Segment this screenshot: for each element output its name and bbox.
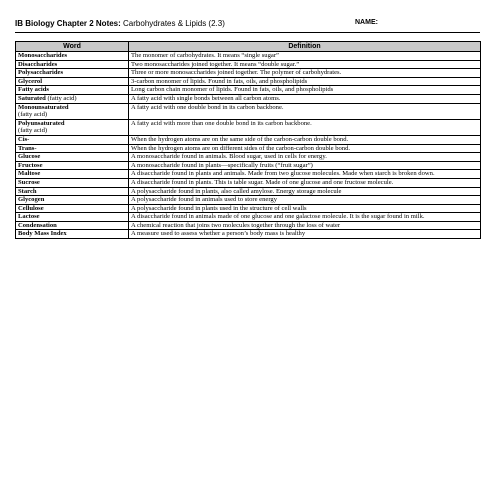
- name-label: NAME:: [355, 19, 378, 26]
- table-row: [16, 144, 481, 153]
- table-row: [16, 86, 481, 95]
- term-text: Polyunsaturated: [18, 119, 65, 127]
- definition-cell: The monomer of carbohydrates. It means “single sugar”: [129, 52, 481, 61]
- term-cell: [16, 221, 129, 230]
- table-row: [16, 103, 481, 119]
- term-cell: [16, 135, 129, 144]
- table-header-row: [16, 42, 481, 52]
- definition-cell: A chemical reaction that joins two molecules together through the loss of water: [129, 221, 481, 230]
- term-cell: [16, 204, 129, 213]
- term-cell: [16, 103, 129, 119]
- worksheet-header: [15, 19, 480, 30]
- term-cell: [16, 178, 129, 187]
- vocabulary-table: [15, 41, 481, 239]
- column-header-word: Word: [16, 42, 129, 52]
- definition-cell: Three or more monosaccharides joined together. The polymer of carbohydrates.: [129, 69, 481, 78]
- table-row: [16, 230, 481, 239]
- term-cell: [16, 187, 129, 196]
- term-cell: [16, 213, 129, 222]
- term-text: Fatty acids: [18, 86, 49, 94]
- header-title-subject: Carbohydrates & Lipids (2.3): [123, 19, 225, 28]
- term-text: Saturated: [18, 94, 46, 102]
- term-cell: [16, 52, 129, 61]
- definition-cell: A disaccharide found in plants and animals. Made from two glucose molecules. Made when starch is broken down.: [129, 170, 481, 179]
- definition-cell: A polysaccharide found in plants used in the structure of cell walls: [129, 204, 481, 213]
- term-text: Glycerol: [18, 77, 43, 85]
- term-cell: [16, 77, 129, 86]
- header-title-bold: IB Biology Chapter 2 Notes:: [15, 19, 121, 28]
- term-text: Monounsaturated: [18, 103, 69, 111]
- term-note: (fatty acid): [18, 127, 48, 135]
- term-text: Starch: [18, 187, 37, 195]
- table-row: [16, 119, 481, 135]
- table-row: [16, 77, 481, 86]
- table-row: [16, 204, 481, 213]
- definition-cell: A fatty acid with one double bond in its carbon backbone.: [129, 103, 481, 119]
- term-cell: [16, 230, 129, 239]
- definition-cell: A monosaccharide found in plants—specifically fruits (“fruit sugar”): [129, 161, 481, 170]
- term-text: Fructose: [18, 161, 43, 169]
- term-text: Glucose: [18, 153, 41, 161]
- term-text: Condensation: [18, 221, 57, 229]
- table-row: [16, 187, 481, 196]
- term-cell: [16, 69, 129, 78]
- definition-cell: When the hydrogen atoms are on the same side of the carbon-carbon double bond.: [129, 135, 481, 144]
- term-text: Polysaccharides: [18, 69, 64, 77]
- table-row: [16, 153, 481, 162]
- term-cell: [16, 153, 129, 162]
- term-text: Sucrose: [18, 178, 40, 186]
- table-row: [16, 60, 481, 69]
- term-cell: [16, 94, 129, 103]
- table-row: [16, 161, 481, 170]
- definition-cell: A measure used to assess whether a person’s body mass is healthy: [129, 230, 481, 239]
- term-cell: [16, 119, 129, 135]
- term-cell: [16, 161, 129, 170]
- column-header-definition: Definition: [129, 42, 481, 52]
- table-row: [16, 178, 481, 187]
- definition-cell: Two monosaccharides joined together. It means “double sugar.”: [129, 60, 481, 69]
- term-note: (fatty acid): [18, 111, 48, 119]
- term-text: Cellulose: [18, 204, 44, 212]
- definition-cell: A fatty acid with single bonds between all carbon atoms.: [129, 94, 481, 103]
- term-text: Glycogen: [18, 196, 45, 204]
- term-text: Body Mass Index: [18, 230, 67, 238]
- definition-cell: A monosaccharide found in animals. Blood sugar, used in cells for energy.: [129, 153, 481, 162]
- definition-cell: A polysaccharide found in animals used to store energy: [129, 196, 481, 205]
- term-text: Cis-: [18, 135, 30, 143]
- header-divider: [15, 32, 480, 33]
- term-text: Monosaccharides: [18, 52, 68, 59]
- term-text: Maltose: [18, 170, 41, 178]
- definition-cell: A disaccharide found in animals made of one glucose and one galactose molecule. It is the sugar found in milk.: [129, 213, 481, 222]
- table-row: [16, 213, 481, 222]
- term-text: Lactose: [18, 213, 40, 221]
- definition-cell: When the hydrogen atoms are on different sides of the carbon-carbon double bond.: [129, 144, 481, 153]
- definition-cell: 3-carbon monomer of lipids. Found in fats, oils, and phospholipids: [129, 77, 481, 86]
- table-row: [16, 135, 481, 144]
- table-row: [16, 69, 481, 78]
- definition-cell: A polysaccharide found in plants, also called amylose. Energy storage molecule: [129, 187, 481, 196]
- term-text: Trans-: [18, 144, 37, 152]
- definition-cell: Long carbon chain monomer of lipids. Found in fats, oils, and phospholipids: [129, 86, 481, 95]
- definition-cell: A disaccharide found in plants. This is table sugar. Made of one glucose and one fructose molecule.: [129, 178, 481, 187]
- definition-cell: A fatty acid with more than one double bond in its carbon backbone.: [129, 119, 481, 135]
- table-row: [16, 221, 481, 230]
- term-cell: [16, 60, 129, 69]
- table-row: [16, 196, 481, 205]
- table-row: [16, 170, 481, 179]
- term-cell: [16, 144, 129, 153]
- term-note: (fatty acid): [47, 94, 77, 102]
- term-cell: [16, 196, 129, 205]
- term-cell: [16, 170, 129, 179]
- table-body: [16, 52, 481, 239]
- table-row: [16, 94, 481, 103]
- table-row: [16, 52, 481, 61]
- term-text: Disaccharides: [18, 60, 58, 68]
- term-cell: [16, 86, 129, 95]
